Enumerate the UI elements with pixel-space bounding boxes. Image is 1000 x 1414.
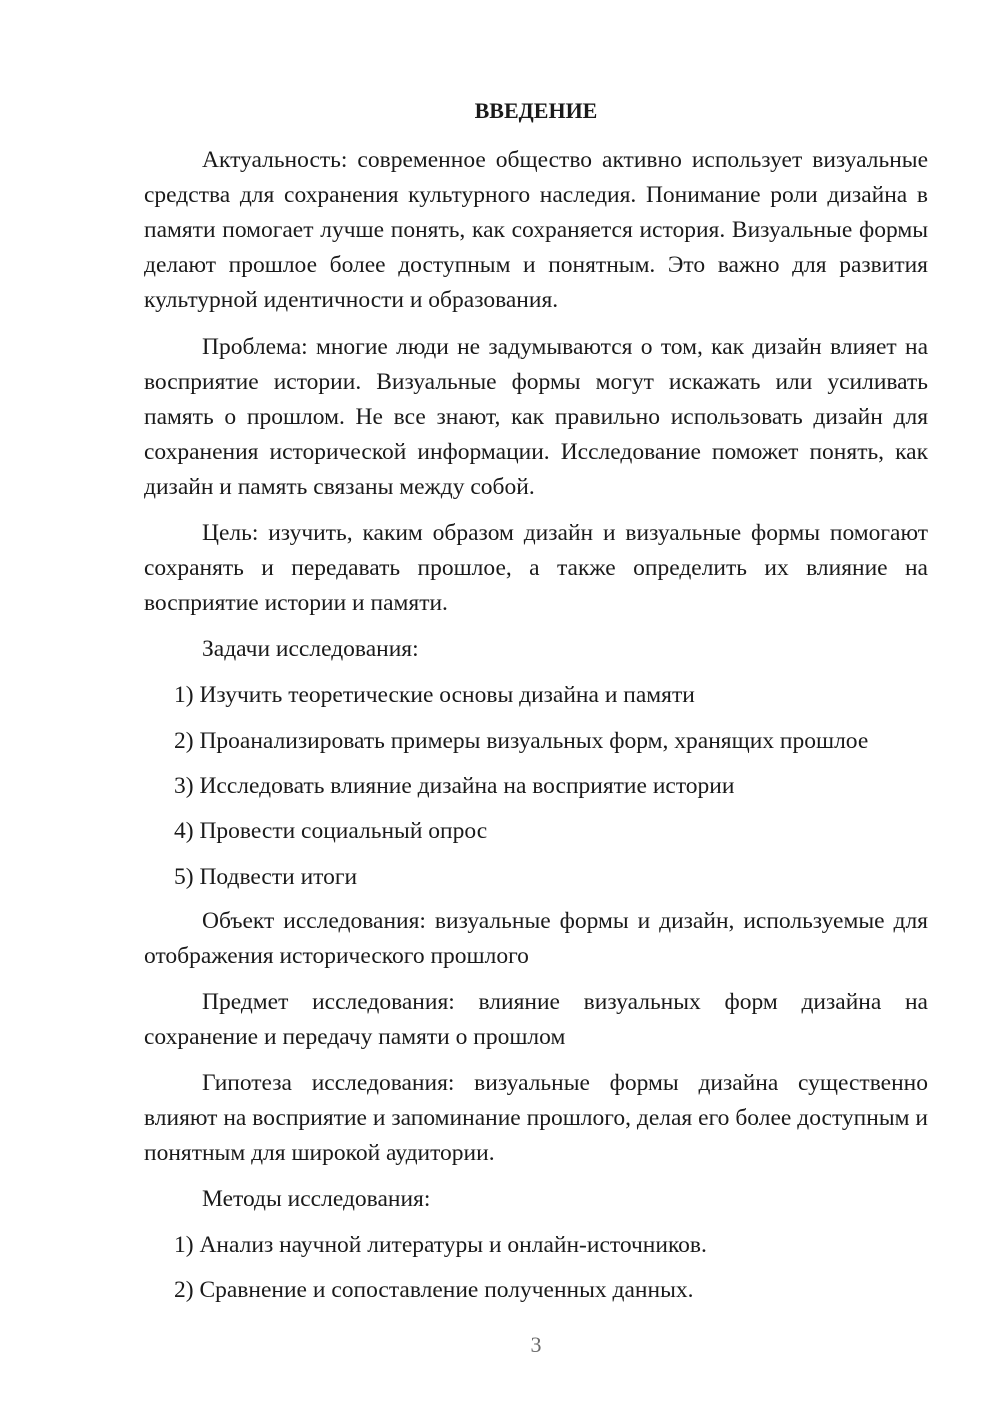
page-number: 3	[530, 1332, 542, 1357]
method-item: 1) Анализ научной литературы и онлайн-источников.	[174, 1232, 707, 1258]
task-item: 5) Подвести итоги	[174, 864, 358, 890]
page-title: ВВЕДЕНИЕ	[474, 98, 598, 123]
task-item: 2) Проанализировать примеры визуальных форм, хранящих прошлое	[174, 728, 869, 754]
method-item: 2) Сравнение и сопоставление полученных данных.	[174, 1277, 694, 1303]
task-item: 4) Провести социальный опрос	[174, 818, 488, 844]
task-item: 3) Исследовать влияние дизайна на восприятие истории	[174, 773, 735, 799]
object-paragraph: Объект исследования: визуальные формы и дизайн, используемые для отображения исторического прошлого	[144, 908, 928, 969]
goal-paragraph: Цель: изучить, каким образом дизайн и визуальные формы помогают сохранять и передавать прошлое, а также определить их влияние на восприятие истории и памяти.	[144, 520, 928, 616]
hypothesis-paragraph: Гипотеза исследования: визуальные формы дизайна существенно влияют на восприятие и запоминание прошлого, делая его более доступным и понятным для широкой аудитории.	[144, 1070, 928, 1166]
document-page	[144, 0, 928, 1414]
relevance-paragraph: Актуальность: современное общество активно использует визуальные средства для сохранения культурного наследия. Понимание роли дизайна в памяти помогает лучше понять, как сохраняется история. Визуальные формы делают прошлое более доступным и понятным. Это важно для развития культурной идентичности и образования.	[144, 147, 928, 313]
problem-paragraph: Проблема: многие люди не задумываются о том, как дизайн влияет на восприятие истории. Визуальные формы могут искажать или усиливать память о прошлом. Не все знают, как правильно использовать дизайн для сохранения исторической информации. Исследование поможет понять, как дизайн и память связаны между собой.	[144, 334, 928, 500]
tasks-heading: Задачи исследования:	[202, 636, 419, 662]
subject-paragraph: Предмет исследования: влияние визуальных форм дизайна на сохранение и передачу памяти о прошлом	[144, 989, 928, 1050]
methods-heading: Методы исследования:	[202, 1186, 431, 1212]
task-item: 1) Изучить теоретические основы дизайна и памяти	[174, 682, 695, 708]
